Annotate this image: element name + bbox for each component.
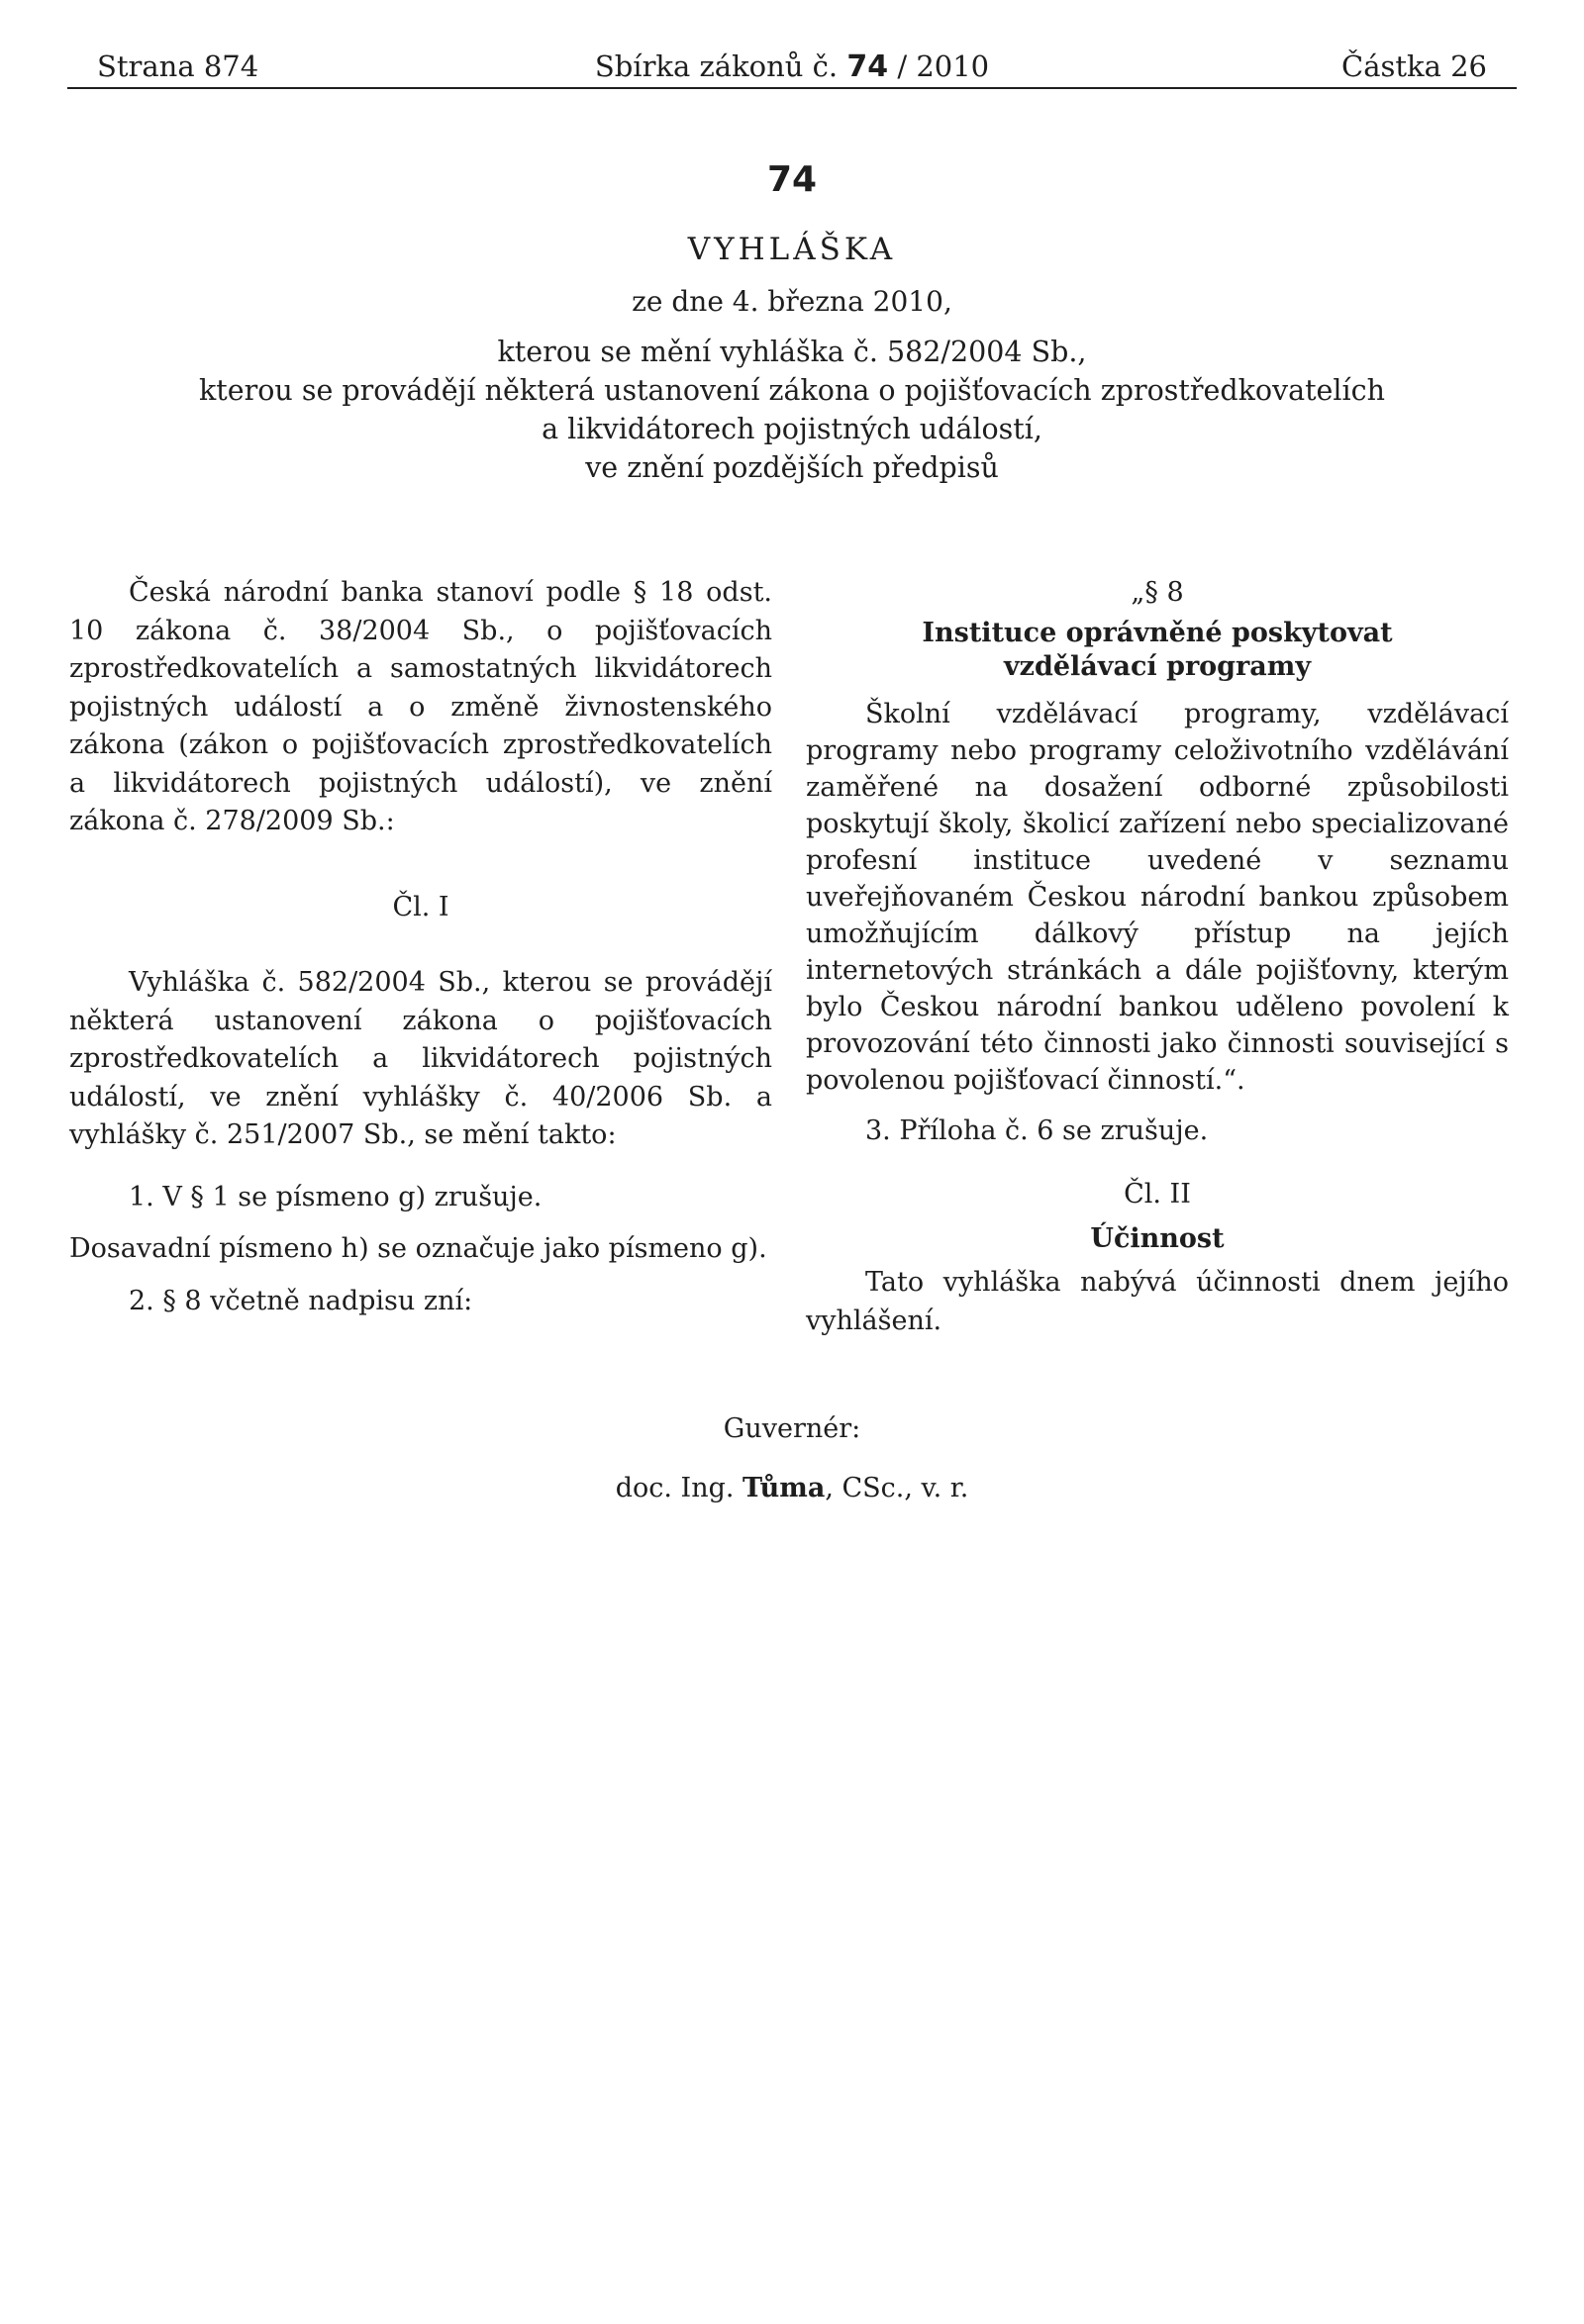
amendment-point-1: 1. V § 1 se písmeno g) zrušuje.: [129, 1181, 543, 1212]
subtitle-line: kterou se mění vyhláška č. 582/2004 Sb.,: [497, 336, 1087, 368]
issue-label: Částka 26: [1341, 49, 1487, 83]
signatory-role: Guvernér:: [723, 1413, 861, 1444]
subtitle-line: a likvidátorech pojistných událostí,: [542, 413, 1042, 445]
amendment-point-3: 3. Příloha č. 6 se zrušuje.: [865, 1114, 1209, 1146]
article-intro: Vyhláška č. 582/2004 Sb., kterou se provádějí některá ustanovení zákona o pojišťovacích zprostředkovatelích a likvidátorech pojistných událostí, ve znění vyhlášky č. 40/2006 Sb. a vyhlášky č. 251/2007 Sb., se mění takto:: [69, 967, 772, 1150]
signatory-surname: Tůma: [742, 1473, 826, 1503]
section-title-line: vzdělávací programy: [1003, 650, 1312, 682]
document-type: VYHLÁŠKA: [687, 232, 897, 267]
article-heading: Čl. I: [392, 891, 449, 922]
title-block: [67, 158, 1517, 487]
subtitle-line: kterou se provádějí některá ustanovení zákona o pojišťovacích zprostředkovatelích: [199, 374, 1385, 407]
right-column: [806, 574, 1509, 1340]
section-title-line: Instituce oprávněné poskytovat: [922, 617, 1393, 648]
document-date: ze dne 4. března 2010,: [632, 285, 952, 318]
document-subtitle: [67, 333, 1517, 487]
collection-number: 74: [846, 49, 889, 84]
document-number: 74: [766, 159, 818, 200]
section-text: Školní vzdělávací programy, vzdělávací programy nebo programy celoživotního vzdělávání zaměřené na dosažení odborné způsobilosti poskytují školy, školicí zařízení nebo specializované profesní instituce uvedené v seznamu uveřejňovaném Českou národní bankou způsobem umožňujícím dálkový přístup na jejích internetových stránkách a dále pojišťovny, kterým bylo Českou národní bankou uděleno povolení k provozování této činnosti jako činnosti související s povolenou pojišťovací činností.“.: [806, 698, 1509, 1096]
section-mark: „§ 8: [1131, 577, 1184, 608]
article-2-text: Tato vyhláška nabývá účinnosti dnem jejího vyhlášení.: [806, 1267, 1509, 1336]
article-2-title: Účinnost: [1090, 1222, 1225, 1254]
signatory-suffix: , CSc., v. r.: [825, 1473, 969, 1503]
running-header: [67, 44, 1517, 89]
subtitle-line: ve znění pozdějších předpisů: [585, 451, 999, 484]
page-number-label: Strana 874: [97, 49, 259, 83]
signature-block: [67, 1410, 1517, 1507]
amendment-point-1-note: Dosavadní písmeno h) se označuje jako písmeno g).: [69, 1233, 767, 1264]
collection-label: [67, 49, 1517, 84]
amendment-point-2: 2. § 8 včetně nadpisu zní:: [129, 1285, 473, 1316]
signatory-prefix: doc. Ing.: [615, 1473, 735, 1503]
signatory-name: [67, 1470, 1517, 1507]
collection-year: / 2010: [897, 49, 990, 83]
preamble: Česká národní banka stanoví podle § 18 odst. 10 zákona č. 38/2004 Sb., o pojišťovacích zprostředkovatelích a samostatných likvidátorech pojistných událostí a o změně živnostenského zákona (zákon o pojišťovacích zprostředkovatelích a likvidátorech pojistných událostí), ve znění zákona č. 278/2009 Sb.:: [69, 577, 772, 836]
article-2-heading: Čl. II: [1124, 1179, 1191, 1210]
left-column: [69, 574, 772, 1320]
collection-prefix: Sbírka zákonů č.: [594, 49, 839, 83]
